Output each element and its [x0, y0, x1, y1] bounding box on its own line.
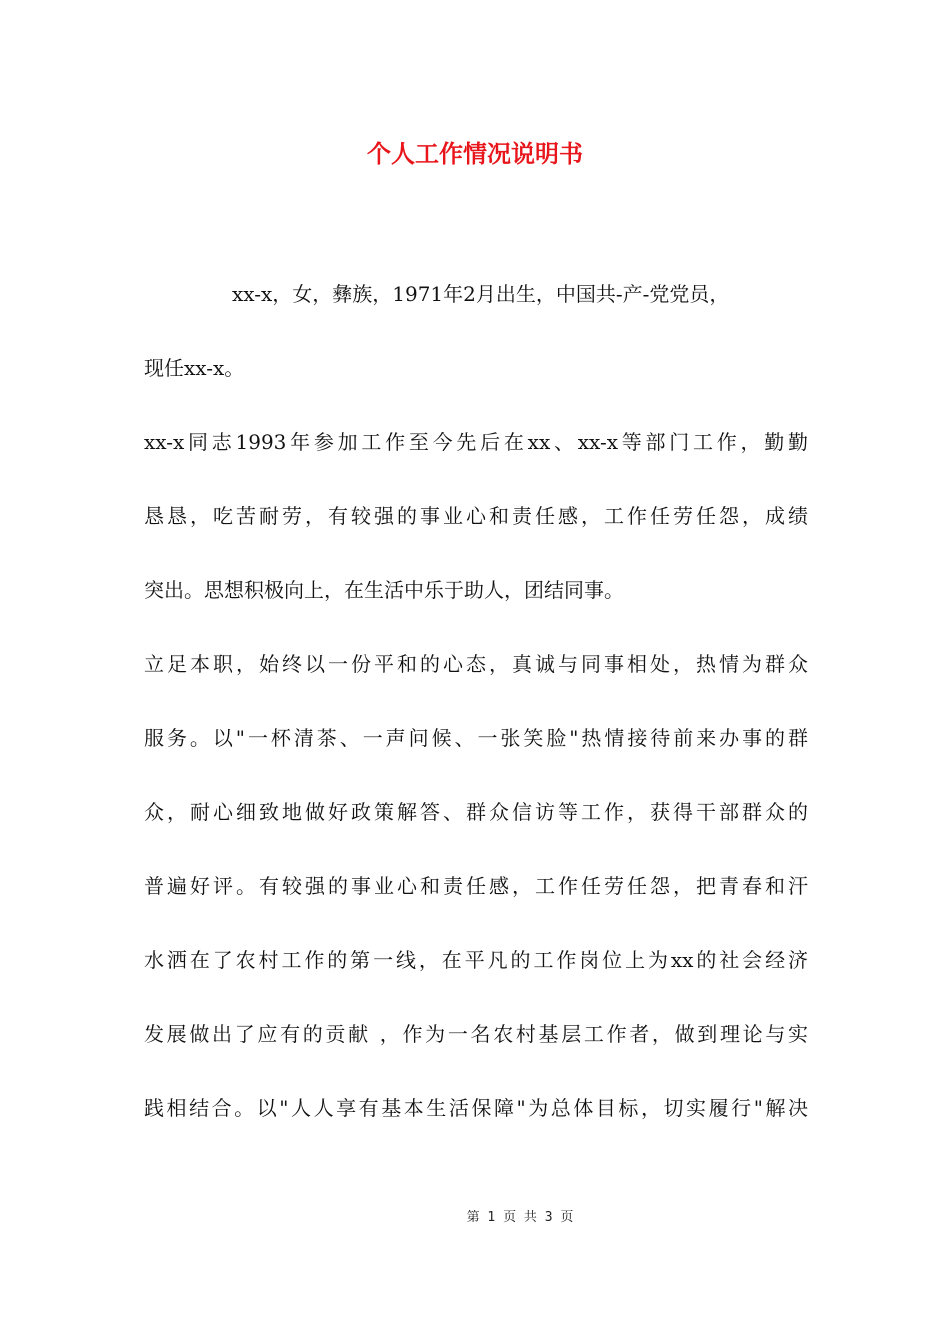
- body-line-6: 立足本职，始终以一份平和的心态，真诚与同事相处，热情为群众: [144, 652, 808, 676]
- body-line-10: 水洒在了农村工作的第一线，在平凡的工作岗位上为xx的社会经济: [144, 948, 808, 972]
- body-line-2: 现任xx-x。: [144, 356, 245, 380]
- page-number-footer: 第 1 页 共 3 页: [466, 1210, 574, 1225]
- body-line-5: 突出。思想积极向上，在生活中乐于助人，团结同事。: [144, 578, 624, 602]
- page-title: 个人工作情况说明书: [367, 139, 583, 168]
- body-line-9: 普遍好评。有较强的事业心和责任感，工作任劳任怨，把青春和汗: [144, 874, 808, 898]
- body-line-1: xx-x，女，彝族，1971年2月出生，中国共-产-党党员，: [232, 282, 730, 306]
- body-line-7: 服务。以"一杯清茶、一声问候、一张笑脸"热情接待前来办事的群: [144, 726, 808, 750]
- body-line-8: 众，耐心细致地做好政策解答、群众信访等工作，获得干部群众的: [144, 800, 808, 824]
- body-line-11: 发展做出了应有的贡献 ，作为一名农村基层工作者，做到理论与实: [144, 1022, 808, 1046]
- body-line-12: 践相结合。以"人人享有基本生活保障"为总体目标，切实履行"解决: [144, 1096, 808, 1120]
- body-line-3: xx-x同志1993年参加工作至今先后在xx、xx-x等部门工作，勤勤: [144, 430, 808, 454]
- body-line-4: 恳恳，吃苦耐劳，有较强的事业心和责任感，工作任劳任怨，成绩: [144, 504, 808, 528]
